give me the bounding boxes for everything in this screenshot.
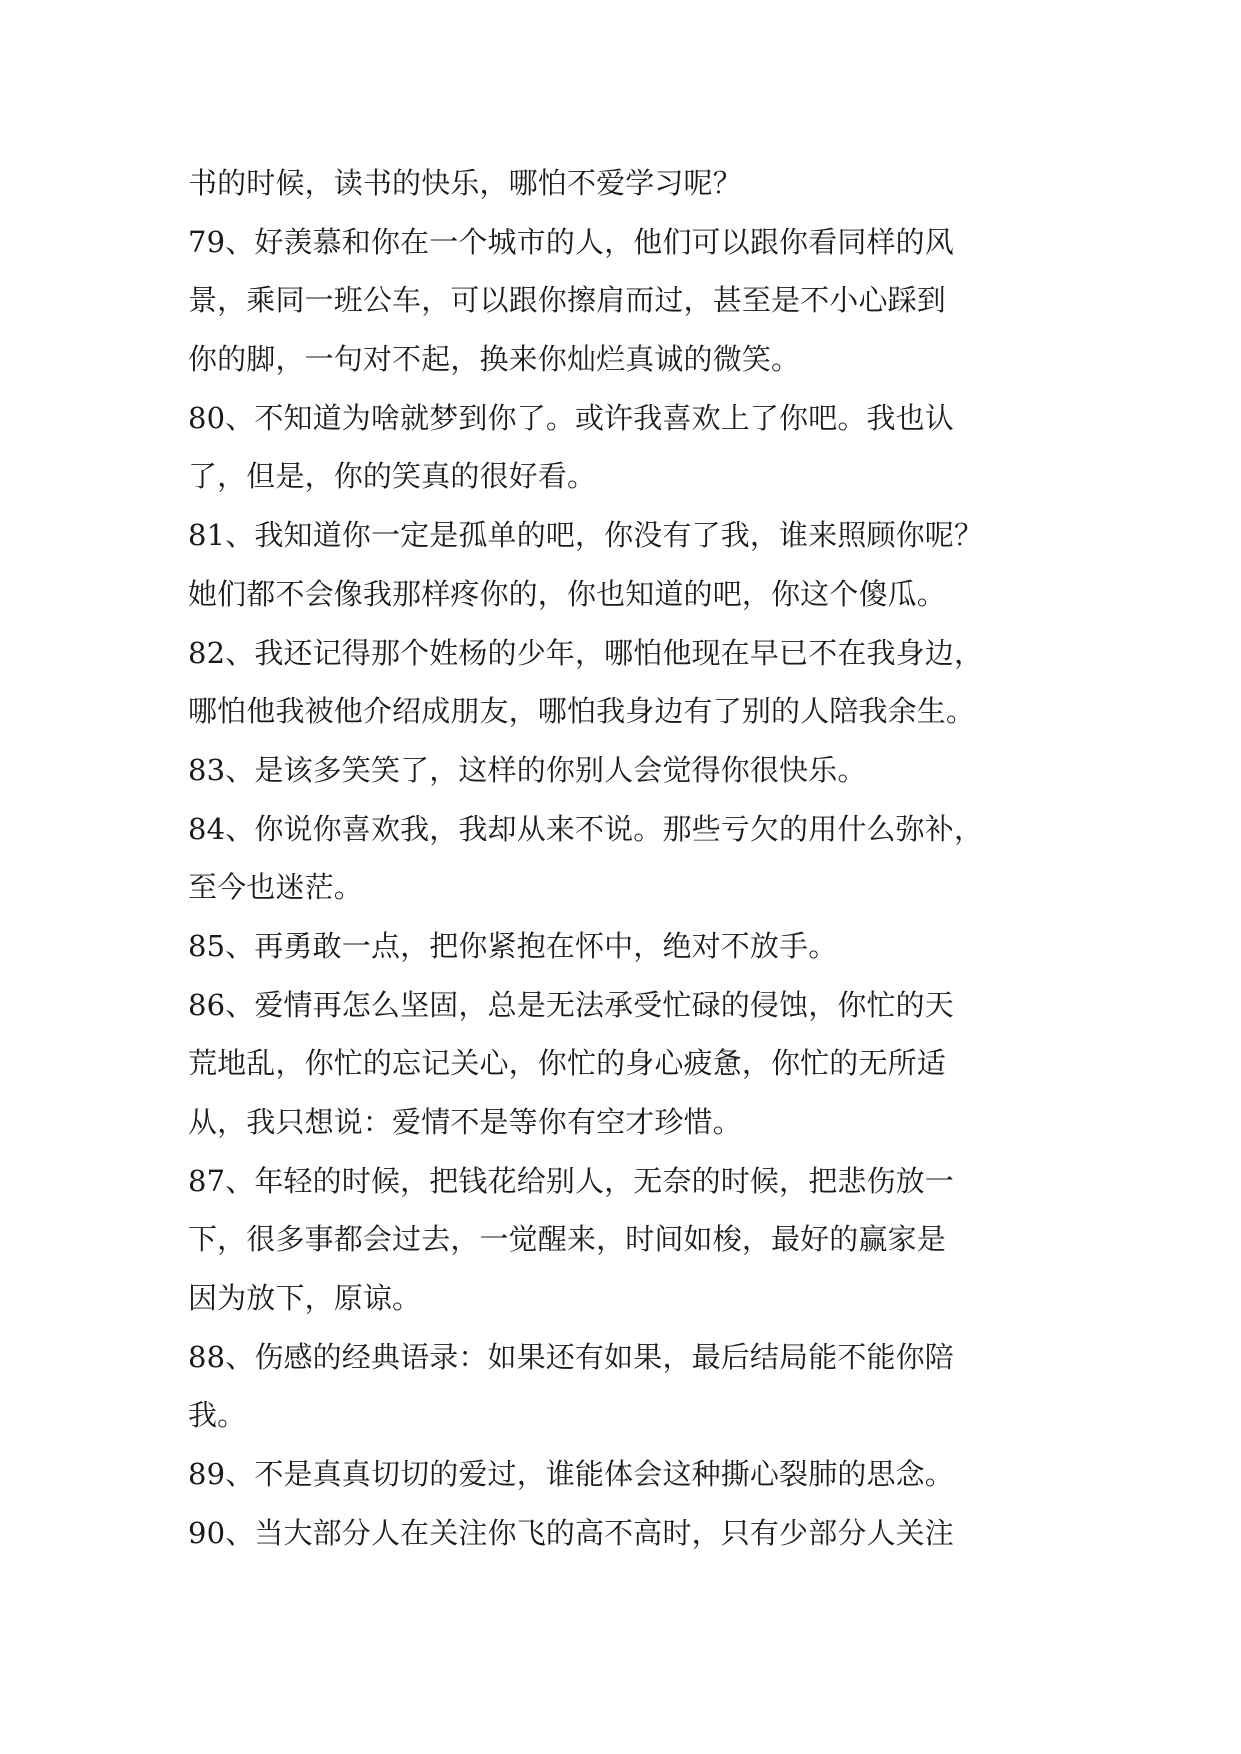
text-line: 至今也迷茫。 [188, 870, 363, 905]
text-line: 哪怕他我被他介绍成朋友，哪怕我身边有了别的人陪我余生。 [188, 694, 976, 729]
text-line: 88、伤感的经典语录：如果还有如果，最后结局能不能你陪 [188, 1339, 954, 1374]
text-line: 86、爱情再怎么坚固，总是无法承受忙碌的侵蚀，你忙的天 [188, 987, 954, 1022]
text-line: 景，乘同一班公车，可以跟你擦肩而过，甚至是不小心踩到 [188, 283, 946, 318]
text-line: 82、我还记得那个姓杨的少年，哪怕他现在早已不在我身边， [188, 635, 984, 670]
text-line: 83、是该多笑笑了，这样的你别人会觉得你很快乐。 [188, 752, 867, 787]
text-line: 从，我只想说：爱情不是等你有空才珍惜。 [188, 1105, 742, 1139]
text-line: 我。 [188, 1398, 247, 1433]
text-line: 89、不是真真切切的爱过，谁能体会这种撕心裂肺的思念。 [188, 1457, 954, 1492]
text-line: 了，但是，你的笑真的很好看。 [188, 459, 597, 494]
text-line: 因为放下，原谅。 [188, 1281, 422, 1316]
text-line: 你的脚，一句对不起，换来你灿烂真诚的微笑。 [188, 342, 801, 377]
text-line: 80、不知道为啥就梦到你了。或许我喜欢上了你吧。我也认 [188, 400, 954, 435]
text-line: 书的时候，读书的快乐，哪怕不爱学习呢？ [188, 166, 742, 200]
text-line: 荒地乱，你忙的忘记关心，你忙的身心疲惫，你忙的无所适 [188, 1046, 946, 1081]
text-line: 她们都不会像我那样疼你的，你也知道的吧，你这个傻瓜。 [188, 576, 946, 611]
text-line: 79、好羡慕和你在一个城市的人，他们可以跟你看同样的风 [188, 224, 954, 259]
text-line: 87、年轻的时候，把钱花给别人，无奈的时候，把悲伤放一 [188, 1163, 954, 1198]
text-line: 81、我知道你一定是孤单的吧，你没有了我，谁来照顾你呢？ [188, 518, 984, 553]
text-line: 下，很多事都会过去，一觉醒来，时间如梭，最好的赢家是 [188, 1222, 946, 1257]
text-line: 84、你说你喜欢我，我却从来不说。那些亏欠的用什么弥补， [188, 811, 984, 846]
document-body [188, 154, 1088, 1563]
text-line: 90、当大部分人在关注你飞的高不高时，只有少部分人关注 [188, 1515, 954, 1550]
text-line: 85、再勇敢一点，把你紧抱在怀中，绝对不放手。 [188, 928, 838, 963]
